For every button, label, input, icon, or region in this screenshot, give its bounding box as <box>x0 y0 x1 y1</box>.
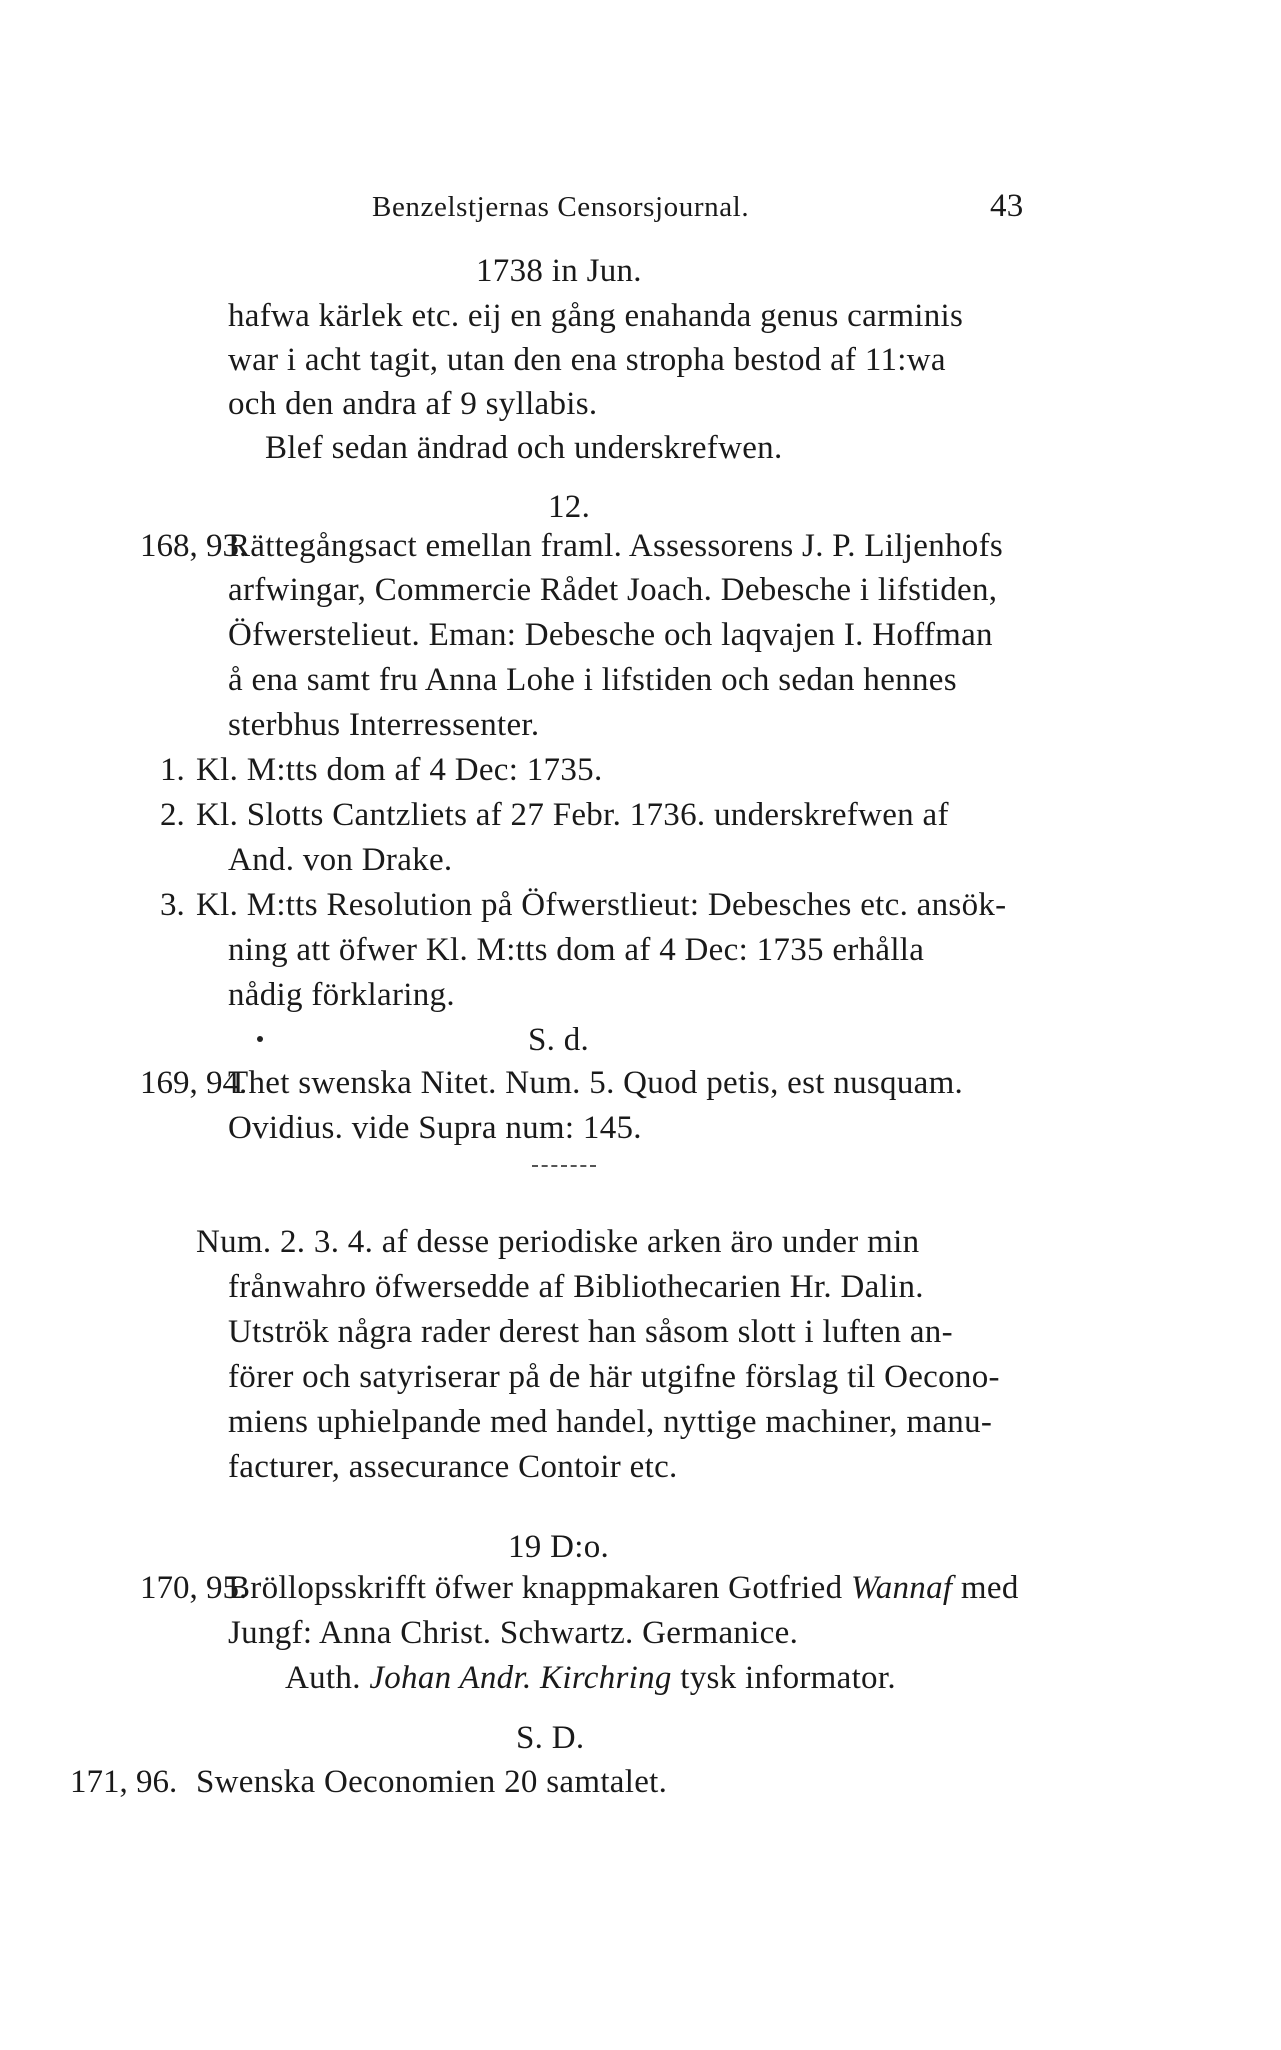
text-line: Rättegångsact emellan framl. Assessorens J. P. Liljenhofs <box>228 528 1004 564</box>
text-line: å ena samt fru Anna Lohe i lifstiden och sedan hennes <box>228 662 957 698</box>
sub-item-number: 2. <box>160 797 185 833</box>
text-line: Kl. M:tts dom af 4 Dec: 1735. <box>196 752 603 788</box>
text-line: Num. 2. 3. 4. af desse periodiske arken äro under min <box>196 1224 920 1260</box>
text-part: med <box>952 1570 1019 1606</box>
sub-item-number: 3. <box>160 887 185 923</box>
text-line: Jungf: Anna Christ. Schwartz. Germanice. <box>228 1615 799 1651</box>
text-line: Swenska Oeconomien 20 samtalet. <box>196 1764 668 1800</box>
text-line: facturer, assecurance Contoir etc. <box>228 1449 678 1485</box>
entry-number: 170, 95. <box>140 1570 248 1606</box>
text-line: Blef sedan ändrad och underskrefwen. <box>265 430 783 466</box>
text-line: Thet swenska Nitet. Num. 5. Quod petis, est nusquam. <box>228 1065 964 1101</box>
text-line: Kl. Slotts Cantzliets af 27 Febr. 1736. underskrefwen af <box>196 797 949 833</box>
text-part: Bröllopsskrifft öfwer knappmakaren Gotfried <box>228 1570 851 1606</box>
signoff: S. d. <box>528 1022 590 1058</box>
text-line <box>228 1568 1019 1608</box>
text-line: Ovidius. vide Supra num: 145. <box>228 1110 642 1146</box>
sub-item-number: 1. <box>160 752 185 788</box>
entry-number: 169, 94. <box>140 1065 248 1101</box>
date-heading: 19 D:o. <box>508 1529 610 1565</box>
text-line: hafwa kärlek etc. eij en gång enahanda genus carminis <box>228 298 964 334</box>
text-line <box>285 1658 896 1698</box>
italic-name: Johan Andr. Kirchring <box>369 1660 672 1696</box>
text-line: nådig förklaring. <box>228 977 455 1013</box>
date-heading: 12. <box>548 489 591 525</box>
text-line: Utströk några rader derest han såsom slott i luften an- <box>228 1314 953 1350</box>
text-line: frånwahro öfwersedde af Bibliothecarien Hr. Dalin. <box>228 1269 924 1305</box>
stray-dot <box>257 1036 263 1042</box>
text-line: sterbhus Interressenter. <box>228 707 540 743</box>
page-number: 43 <box>990 188 1024 224</box>
date-heading: 1738 in Jun. <box>476 253 642 289</box>
text-line: Kl. M:tts Resolution på Öfwerstlieut: Debesches etc. ansök- <box>196 887 1007 923</box>
running-title: Benzelstjernas Censorsjournal. <box>372 191 750 223</box>
text-line: miens uphielpande med handel, nyttige machiner, manu- <box>228 1404 993 1440</box>
text-line: war i acht tagit, utan den ena stropha bestod af 11:wa <box>228 342 946 378</box>
section-separator <box>532 1165 596 1167</box>
entry-number: 168, 93. <box>140 528 248 564</box>
text-line: arfwingar, Commercie Rådet Joach. Debesche i lifstiden, <box>228 572 998 608</box>
entry-number: 171, 96. <box>70 1764 178 1800</box>
text-line: ning att öfwer Kl. M:tts dom af 4 Dec: 1735 erhålla <box>228 932 925 968</box>
text-line: förer och satyriserar på de här utgifne förslag til Oecono- <box>228 1359 1000 1395</box>
italic-name: Wannaf <box>850 1570 953 1606</box>
signoff: S. D. <box>516 1720 585 1756</box>
text-line: Öfwerstelieut. Eman: Debesche och laqvajen I. Hoffman <box>228 617 993 653</box>
text-part: tysk informator. <box>671 1660 896 1696</box>
text-part: Auth. <box>285 1660 370 1696</box>
text-line: And. von Drake. <box>228 842 453 878</box>
text-line: och den andra af 9 syllabis. <box>228 386 598 422</box>
